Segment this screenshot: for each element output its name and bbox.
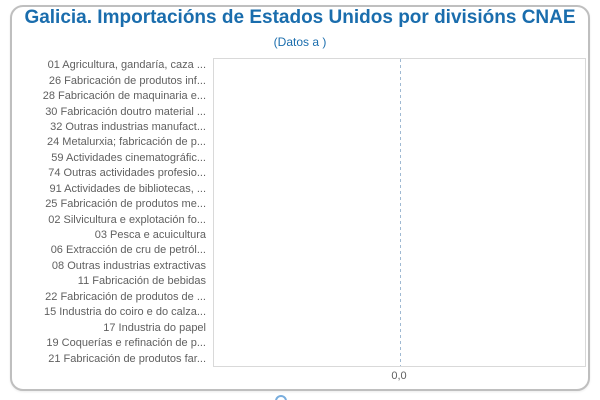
zero-gridline — [400, 59, 401, 366]
category-label: 26 Fabricación de produtos inf... — [48, 74, 206, 87]
category-label: 32 Outras industrias manufact... — [50, 120, 206, 133]
category-label: 24 Metalurxia; fabricación de p... — [47, 136, 206, 149]
category-label: 74 Outras actividades profesio... — [48, 167, 206, 180]
category-label: 06 Extracción de cru de petról... — [50, 244, 206, 257]
category-label: 22 Fabricación de produtos de ... — [45, 290, 206, 303]
category-label: 11 Fabricación de bebidas — [77, 275, 206, 288]
category-label: 91 Actividades de bibliotecas, ... — [49, 182, 206, 195]
category-label: 30 Fabricación doutro material ... — [45, 105, 206, 118]
category-label: 21 Fabricación de produtos far... — [48, 352, 206, 365]
category-label: 59 Actividades cinematográfic... — [51, 151, 206, 164]
category-label: 02 Silvicultura e explotación fo... — [48, 213, 206, 226]
x-axis-tick-label: 0,0 — [391, 370, 407, 382]
category-label: 17 Industria do papel — [103, 321, 206, 334]
chart-subtitle: (Datos a ) — [273, 35, 327, 49]
plot-area — [213, 58, 586, 367]
category-label: 25 Fabricación de produtos me... — [45, 198, 206, 211]
category-label: 28 Fabricación de maquinaria e... — [42, 90, 206, 103]
category-label: 08 Outras industrias extractivas — [51, 259, 206, 272]
chart-title: Galicia. Importacións de Estados Unidos por divisións CNAE — [24, 7, 576, 28]
pagination-dot-icon[interactable] — [275, 395, 287, 400]
category-label: 19 Coquerías e refinación de p... — [46, 337, 206, 350]
category-label: 01 Agricultura, gandaría, caza ... — [47, 59, 206, 72]
category-label: 03 Pesca e acuicultura — [94, 229, 206, 242]
category-label: 15 Industria do coiro e do calza... — [43, 306, 206, 319]
category-labels — [0, 58, 206, 367]
